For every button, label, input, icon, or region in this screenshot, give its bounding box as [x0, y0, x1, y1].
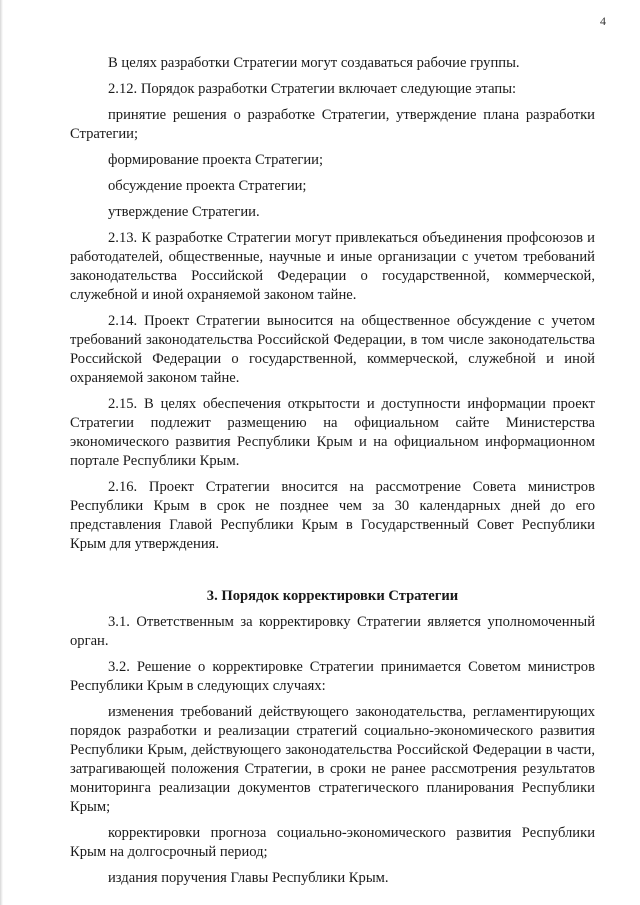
list-item-case-legislation: изменения требований действующего законодательства, регламентирующих порядок разработки и реализации стратегий социально-экономического развития Республики Крым, действующего законодательства Российской Федерации в части, затрагивающей положения Стратегии, в сроки не ранее рассмотрения результатов мониторинга реализации документов стратегического планирования Республики Крым;	[70, 704, 595, 815]
paragraph-working-groups: В целях разработки Стратегии могут создаваться рабочие группы.	[108, 55, 520, 71]
paragraph-3-1: 3.1. Ответственным за корректировку Стратегии является уполномоченный орган.	[70, 614, 595, 649]
scan-edge-shadow	[0, 0, 3, 905]
page-number: 4	[600, 14, 606, 28]
paragraph-2-12: 2.12. Порядок разработки Стратегии включает следующие этапы:	[108, 81, 517, 97]
list-item-stage-decision: принятие решения о разработке Стратегии, утверждение плана разработки Стратегии;	[70, 107, 595, 142]
paragraph-2-15: 2.15. В целях обеспечения открытости и доступности информации проект Стратегии подлежит размещению на официальном сайте Министерства экономического развития Республики Крым и на официальном информационном портале Республики Крым.	[70, 396, 595, 469]
list-item-case-forecast: корректировки прогноза социально-экономического развития Республики Крым на долгосрочный период;	[70, 825, 595, 860]
paragraph-2-16: 2.16. Проект Стратегии вносится на рассмотрение Совета министров Республики Крым в срок не позднее чем за 30 календарных дней до его представления Главой Республики Крым в Государственный Совет Республики Крым для утверждения.	[70, 479, 595, 552]
paragraph-2-14: 2.14. Проект Стратегии выносится на общественное обсуждение с учетом требований законодательства Российской Федерации, в том числе законодательства Российской Федерации о государственной, коммерческой, служебной и иной охраняемой законом тайне.	[70, 313, 595, 386]
section-heading-3: 3. Порядок корректировки Стратегии	[206, 588, 459, 604]
list-item-case-instruction: издания поручения Главы Республики Крым.	[108, 870, 389, 886]
paragraph-2-13: 2.13. К разработке Стратегии могут привлекаться объединения профсоюзов и работодателей, общественные, научные и иные организации с учетом требований законодательства Российской Федерации о государственной, коммерческой, служебной и иной охраняемой законом тайне.	[70, 230, 595, 303]
list-item-stage-discussion: обсуждение проекта Стратегии;	[108, 178, 307, 194]
paragraph-3-2: 3.2. Решение о корректировке Стратегии принимается Советом министров Республики Крым в следующих случаях:	[70, 659, 595, 694]
document-body	[70, 54, 595, 895]
list-item-stage-formation: формирование проекта Стратегии;	[108, 152, 324, 168]
list-item-stage-approval: утверждение Стратегии.	[108, 204, 260, 220]
